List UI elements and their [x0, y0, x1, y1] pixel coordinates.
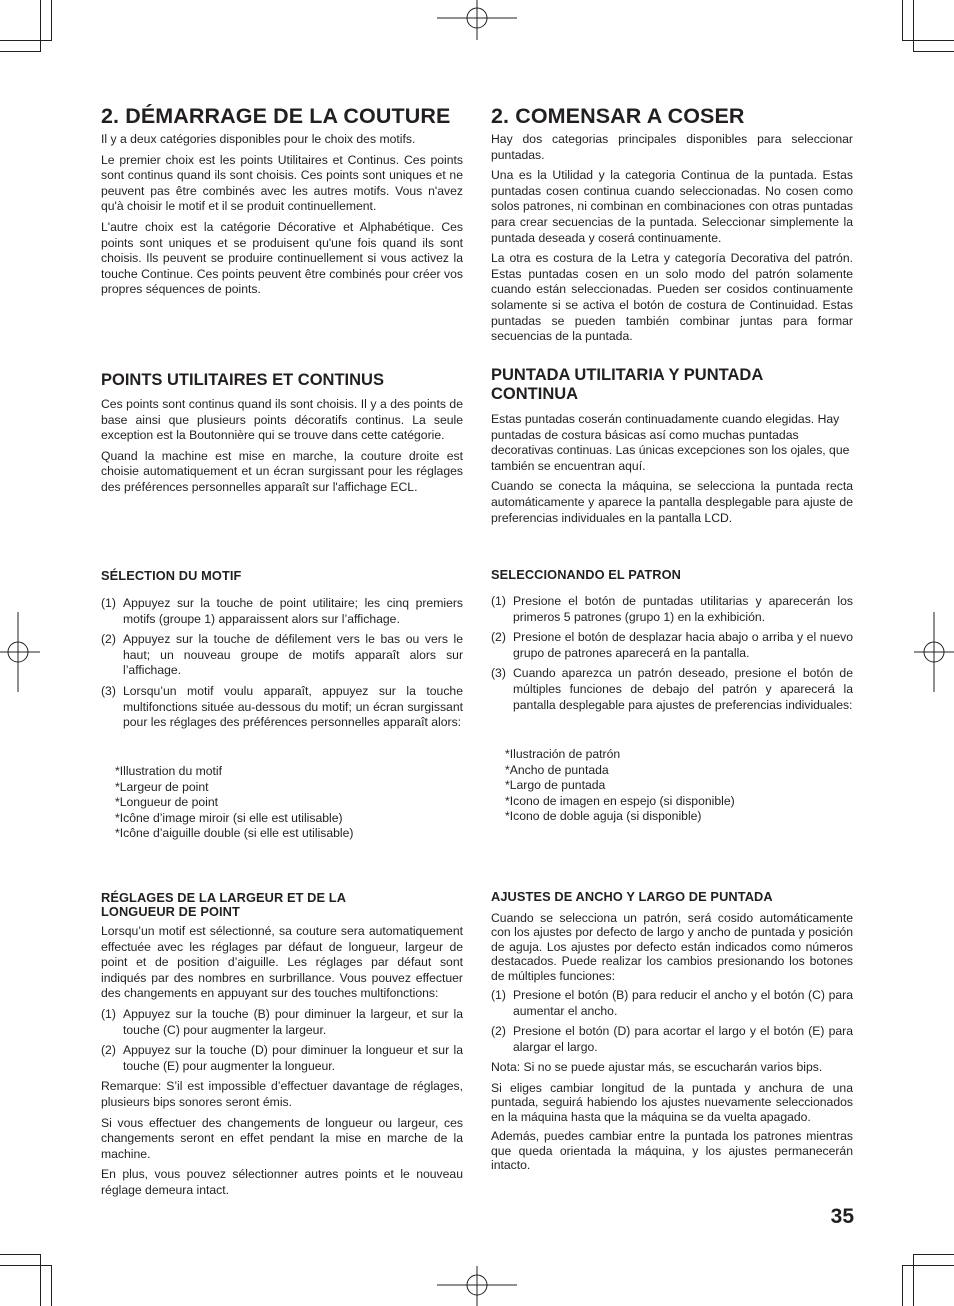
es-intro-paragraph: Hay dos categorias principales disponibles para seleccionar puntadas. [491, 132, 853, 162]
fr-section-settings [101, 891, 463, 919]
step-number: (2) [101, 1043, 116, 1058]
heading-line: PUNTADA UTILITARIA Y PUNTADA [491, 366, 764, 384]
list-item: *Icône d’aiguille double (si elle est utilisable) [115, 826, 354, 841]
fr-subsection-heading: SÉLECTION DU MOTIF [101, 568, 242, 583]
fr-section-utility [101, 371, 463, 390]
es-section-utility-body [491, 412, 853, 531]
fr-settings-paragraph: Remarque: S’il est impossible d’effectuer davantage de réglages, plusieurs bips sonores seront émis. [101, 1079, 463, 1109]
fr-section-paragraph: Quand la machine est mise en marche, la couture droite est choisie automatiquement et un écran surgissant pour les réglages des préférences personnelles apparaît sur l'affichage ECL. [101, 448, 463, 494]
fr-settings-paragraph: Si vous effectuer des changements de longueur ou largeur, ces changements seront en effet pendant la mise en marche de la machine. [101, 1115, 463, 1161]
fr-intro-paragraph: Il y a deux catégories disponibles pour le choix des motifs. [101, 132, 416, 146]
step-item [491, 1024, 853, 1055]
es-section-paragraph: Cuando se conecta la máquina, se selecciona la puntada recta automáticamente y aparece la pantalla desplegable para ajuste de preferencias individuales en la pantalla LCD. [491, 479, 853, 525]
es-screen-items [491, 747, 853, 825]
registration-mark-top [437, 0, 517, 40]
list-item: *Illustration du motif [115, 764, 223, 778]
es-settings-body [491, 911, 853, 1177]
heading-line: LONGUEUR DE POINT [101, 904, 240, 919]
es-settings-paragraph: Nota: Si no se puede ajustar más, se escucharán varios bips. [491, 1060, 823, 1075]
es-section-utility [491, 366, 853, 404]
list-item: *Longueur de point [115, 795, 219, 810]
step-item [101, 1043, 463, 1074]
step-item [101, 596, 463, 627]
step-text: Appuyez sur la touche de défilement vers le bas ou vers le haut; un nouveau groupe de motifs apparaît alors sur l’affichage. [123, 632, 463, 678]
fr-screen-items [101, 764, 463, 842]
es-subsection-heading: AJUSTES DE ANCHO Y LARGO DE PUNTADA [491, 889, 773, 904]
step-text: Appuyez sur la touche (D) pour diminuer la longueur et sur la touche (E) pour augmenter la longueur. [123, 1043, 463, 1073]
list-item: *Icône d’image miroir (si elle est utilisable) [115, 810, 343, 825]
fr-settings-intro: Lorsqu’un motif est sélectionné, sa couture sera automatiquement effectuée avec les réglages par défaut de longueur, largeur de point et de position d’aiguille. Les réglages par défaut sont indiqués par des nombres en surbrillance. Vous pouvez effectuer des changements en appuyant sur des touches multifonctions: [101, 924, 463, 1001]
step-item [491, 988, 853, 1019]
list-item: *Largo de puntada [505, 778, 606, 793]
es-section-heading [491, 366, 853, 404]
list-item: *Ilustración de patrón [505, 747, 621, 761]
es-intro-paragraph: Una es la Utilidad y la categoria Continua de la puntada. Estas puntadas cosen continua cuando seleccionadas. No cosen como solos patrones, ni combinan en combinaciones con otras puntadas para crear secuencias de la puntada. Seleccionar simplemente la puntada deseada y coserá continuamente. [491, 168, 853, 245]
registration-mark-left [0, 612, 40, 692]
step-item [101, 1007, 463, 1038]
fr-intro-paragraph: L'autre choix est la catégorie Décorative et Alphabétique. Ces points sont uniques et se produisent qu'une fois quand ils sont choisis. Ils peuvent se produire continuellement si vous activez la touche Continue. Ces points peuvent être combinés pour créer vos propres séquences de points. [101, 219, 463, 297]
es-page-title: 2. COMENSAR A COSER [491, 104, 745, 128]
fr-subsection-heading [101, 891, 463, 919]
fr-selection-steps [101, 596, 463, 736]
heading-line: RÉGLAGES DE LA LARGEUR ET DE LA [101, 890, 347, 905]
es-settings-paragraph: Además, puedes cambiar entre la puntada los patrones mientras que queda orientada la máquina, y los ajustes permanecerán intacto. [491, 1129, 853, 1173]
es-title-block [491, 104, 853, 128]
fr-section-selection [101, 569, 463, 583]
fr-page-title: 2. DÉMARRAGE DE LA COUTURE [101, 104, 451, 128]
es-subsection-heading: SELECCIONANDO EL PATRON [491, 567, 681, 582]
step-text: Cuando aparezca un patrón deseado, presione el botón de múltiples funciones de debajo del patrón y aparecerá la pantalla desplegable para ajustes de preferencias individuales: [513, 666, 853, 712]
step-number: (1) [101, 596, 116, 610]
list-item: *Ancho de puntada [505, 762, 609, 777]
step-number: (1) [491, 594, 506, 608]
registration-mark-right [914, 612, 954, 692]
step-text: Presione el botón (B) para reducir el ancho y el botón (C) para aumentar el ancho. [513, 988, 853, 1018]
es-section-selection [491, 568, 853, 582]
es-selection-steps [491, 594, 853, 718]
es-settings-intro: Cuando se selecciona un patrón, será cosido automáticamente con los ajustes por defecto de largo y ancho de puntada y posición de aguja. Los ajustes por defecto están indicados como números destacados. Puede realizar los cambios presionando los botones de múltiples funciones: [491, 911, 853, 983]
fr-settings-paragraph: En plus, vous pouvez sélectionner autres points et le nouveau réglage demeura intact. [101, 1167, 463, 1197]
step-number: (2) [491, 1024, 506, 1039]
step-item [491, 594, 853, 625]
fr-intro-paragraph: Le premier choix est les points Utilitaires et Continus. Ces points sont continus quand ils sont choisis. Ces points sont uniques et ne peuvent pas être combinés avec les autres motifs. Vous n'avez qu'à choisir le motif et il se produit continuellement. [101, 152, 463, 214]
step-text: Appuyez sur la touche de point utilitaire; les cinq premiers motifs (groupe 1) apparaissent alors sur l’affichage. [123, 596, 463, 626]
list-item: *Icono de imagen en espejo (si disponible) [505, 793, 735, 808]
es-section-settings [491, 890, 853, 904]
step-item [491, 666, 853, 713]
fr-section-utility-body [101, 397, 463, 501]
step-text: Presione el botón (D) para acortar el largo y el botón (E) para alargar el largo. [513, 1024, 853, 1054]
step-text: Lorsqu’un motif voulu apparaît, appuyez sur la touche multifonctions située au-dessous du motif; un écran surgissant pour les réglages des préférences personnelles apparaît alors: [123, 683, 463, 730]
step-text: Appuyez sur la touche (B) pour diminuer la largeur, et sur la touche (C) pour augmenter la largeur. [123, 1006, 463, 1037]
step-text: Presione el botón de desplazar hacia abajo o arriba y el nuevo grupo de patrones aparecerá en la pantalla. [513, 630, 853, 660]
step-number: (3) [491, 666, 506, 681]
step-number: (3) [101, 683, 116, 698]
step-item [101, 684, 463, 731]
fr-title-block [101, 104, 463, 128]
step-number: (1) [491, 988, 506, 1003]
es-intro-paragraph: La otra es costura de la Letra y categoría Decorativa del patrón. Estas puntadas cosen en un solo modo del patrón solamente cuando están seleccionadas. Pueden ser cosidos continuamente solamente si se activa el botón de costura de Continuidad. Estas puntadas se pueden también combinar juntas para formar secuencias de la puntada. [491, 251, 853, 344]
step-number: (2) [101, 632, 116, 647]
step-item [491, 630, 853, 661]
registration-mark-bottom [437, 1266, 517, 1306]
step-number: (2) [491, 630, 506, 645]
step-item [101, 632, 463, 679]
list-item: *Largeur de point [115, 779, 209, 794]
es-settings-paragraph: Si eliges cambiar longitud de la puntada y anchura de una puntada, seguirá habiendo los ajustes nuevamente seleccionados en la máquina hasta que la máquina se da vuelta apagado. [491, 1081, 853, 1124]
es-section-paragraph: Estas puntadas coserán continuadamente cuando elegidas. Hay puntadas de costura básicas así como muchas puntadas decorativas continuas. Las únicas excepciones son los ojales, que también se encuentran aquí. [491, 412, 850, 473]
heading-line: CONTINUA [491, 385, 579, 403]
step-number: (1) [101, 1006, 116, 1021]
page-number: 35 [830, 1205, 854, 1228]
step-text: Presione el botón de puntadas utilitarias y aparecerán los primeros 5 patrones (grupo 1) en la exhibición. [513, 594, 853, 624]
list-item: *Icono de doble aguja (si disponible) [505, 809, 702, 824]
fr-section-paragraph: Ces points sont continus quand ils sont choisis. Il y a des points de base ainsi que plusieurs points décoratifs continus. La seule exception est la Boutonnière qui se trouve dans cette catégorie. [101, 397, 463, 443]
fr-settings-body [101, 924, 463, 1204]
fr-intro [101, 132, 463, 303]
fr-section-heading: POINTS UTILITAIRES ET CONTINUS [101, 371, 384, 389]
es-intro [491, 132, 853, 350]
